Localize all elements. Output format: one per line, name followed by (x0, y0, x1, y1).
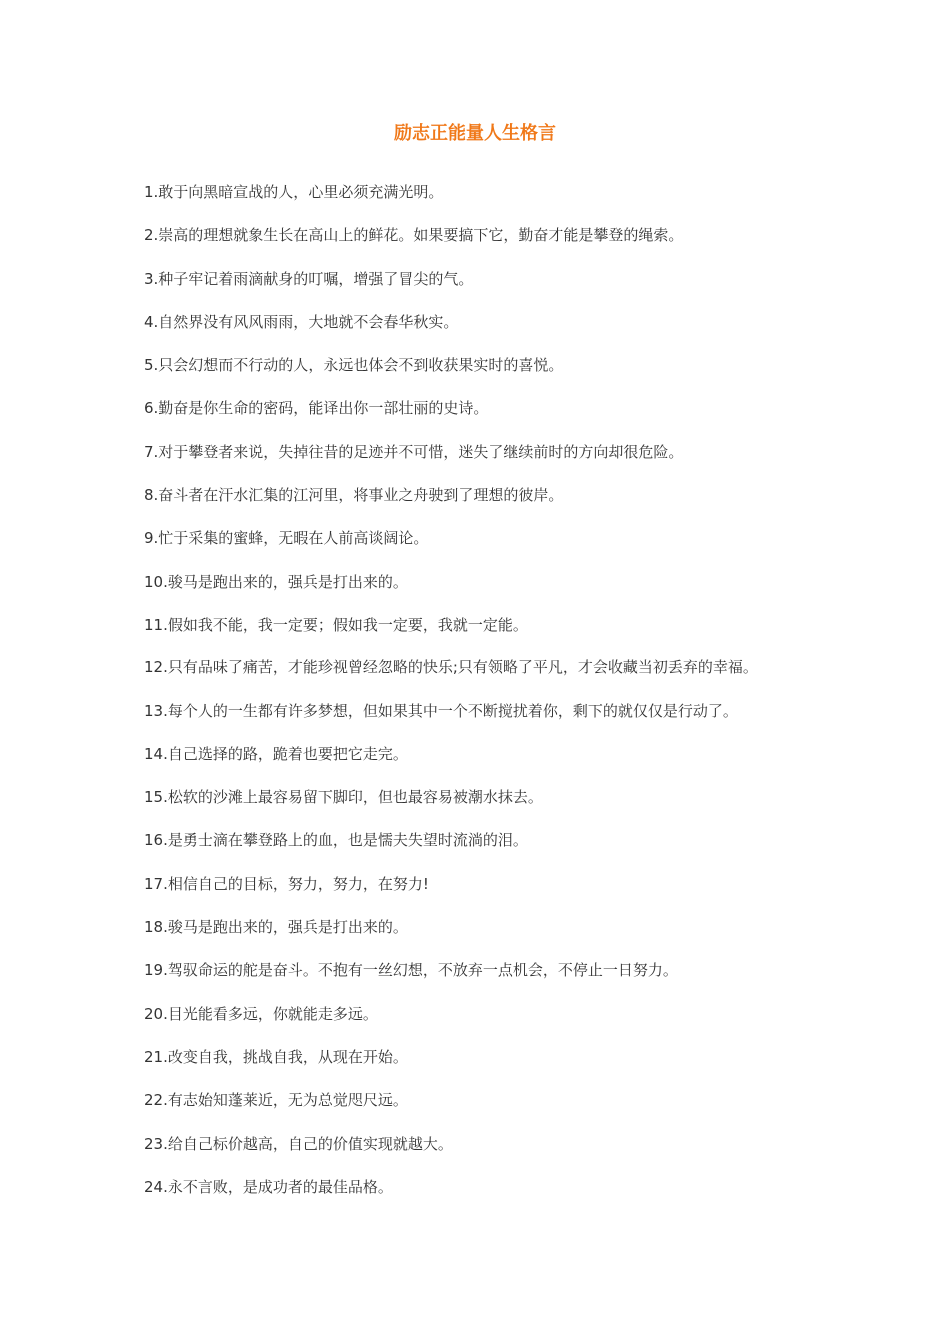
quote-item: 22.有志始知蓬莱近，无为总觉咫尺远。 (144, 1091, 408, 1110)
quote-item: 9.忙于采集的蜜蜂，无暇在人前高谈阔论。 (144, 529, 429, 548)
quote-item: 13.每个人的一生都有许多梦想，但如果其中一个不断搅扰着你，剩下的就仅仅是行动了。 (144, 701, 738, 720)
quote-item: 11.假如我不能，我一定要；假如我一定要，我就一定能。 (144, 615, 528, 634)
quote-item: 3.种子牢记着雨滴献身的叮嘱，增强了冒尖的气。 (144, 269, 474, 288)
quote-item: 12.只有品味了痛苦，才能珍视曾经忽略的快乐;只有领略了平凡，才会收藏当初丢弃的幸福。 (144, 658, 758, 677)
quote-item: 1.敢于向黑暗宣战的人，心里必须充满光明。 (144, 183, 444, 201)
quote-item: 19.驾驭命运的舵是奋斗。不抱有一丝幻想，不放弃一点机会，不停止一日努力。 (144, 961, 678, 980)
quote-item: 8.奋斗者在汗水汇集的江河里，将事业之舟驶到了理想的彼岸。 (144, 486, 564, 505)
quote-item: 10.骏马是跑出来的，强兵是打出来的。 (144, 572, 408, 591)
document-title: 励志正能量人生格言 (394, 123, 556, 144)
quote-item: 5.只会幻想而不行动的人，永远也体会不到收获果实时的喜悦。 (144, 356, 564, 375)
quote-item: 7.对于攀登者来说，失掉往昔的足迹并不可惜，迷失了继续前时的方向却很危险。 (144, 442, 684, 461)
quote-item: 20.目光能看多远，你就能走多远。 (144, 1004, 378, 1023)
quote-item: 16.是勇士滴在攀登路上的血，也是懦夫失望时流淌的泪。 (144, 831, 528, 850)
quote-item: 2.崇高的理想就象生长在高山上的鲜花。如果要搞下它，勤奋才能是攀登的绳索。 (144, 226, 684, 245)
quote-item: 6.勤奋是你生命的密码，能译出你一部壮丽的史诗。 (144, 399, 489, 418)
quote-item: 23.给自己标价越高，自己的价值实现就越大。 (144, 1134, 453, 1153)
quote-item: 24.永不言败，是成功者的最佳品格。 (144, 1177, 393, 1196)
quote-item: 17.相信自己的目标，努力，努力，在努力! (144, 874, 429, 893)
quote-list (144, 181, 804, 1219)
quote-item: 4.自然界没有风风雨雨，大地就不会春华秋实。 (144, 312, 459, 331)
quote-item: 18.骏马是跑出来的，强兵是打出来的。 (144, 918, 408, 937)
quote-item: 14.自己选择的路，跪着也要把它走完。 (144, 744, 408, 763)
quote-item: 21.改变自我，挑战自我，从现在开始。 (144, 1047, 408, 1066)
quote-item: 15.松软的沙滩上最容易留下脚印，但也最容易被潮水抹去。 (144, 788, 543, 807)
